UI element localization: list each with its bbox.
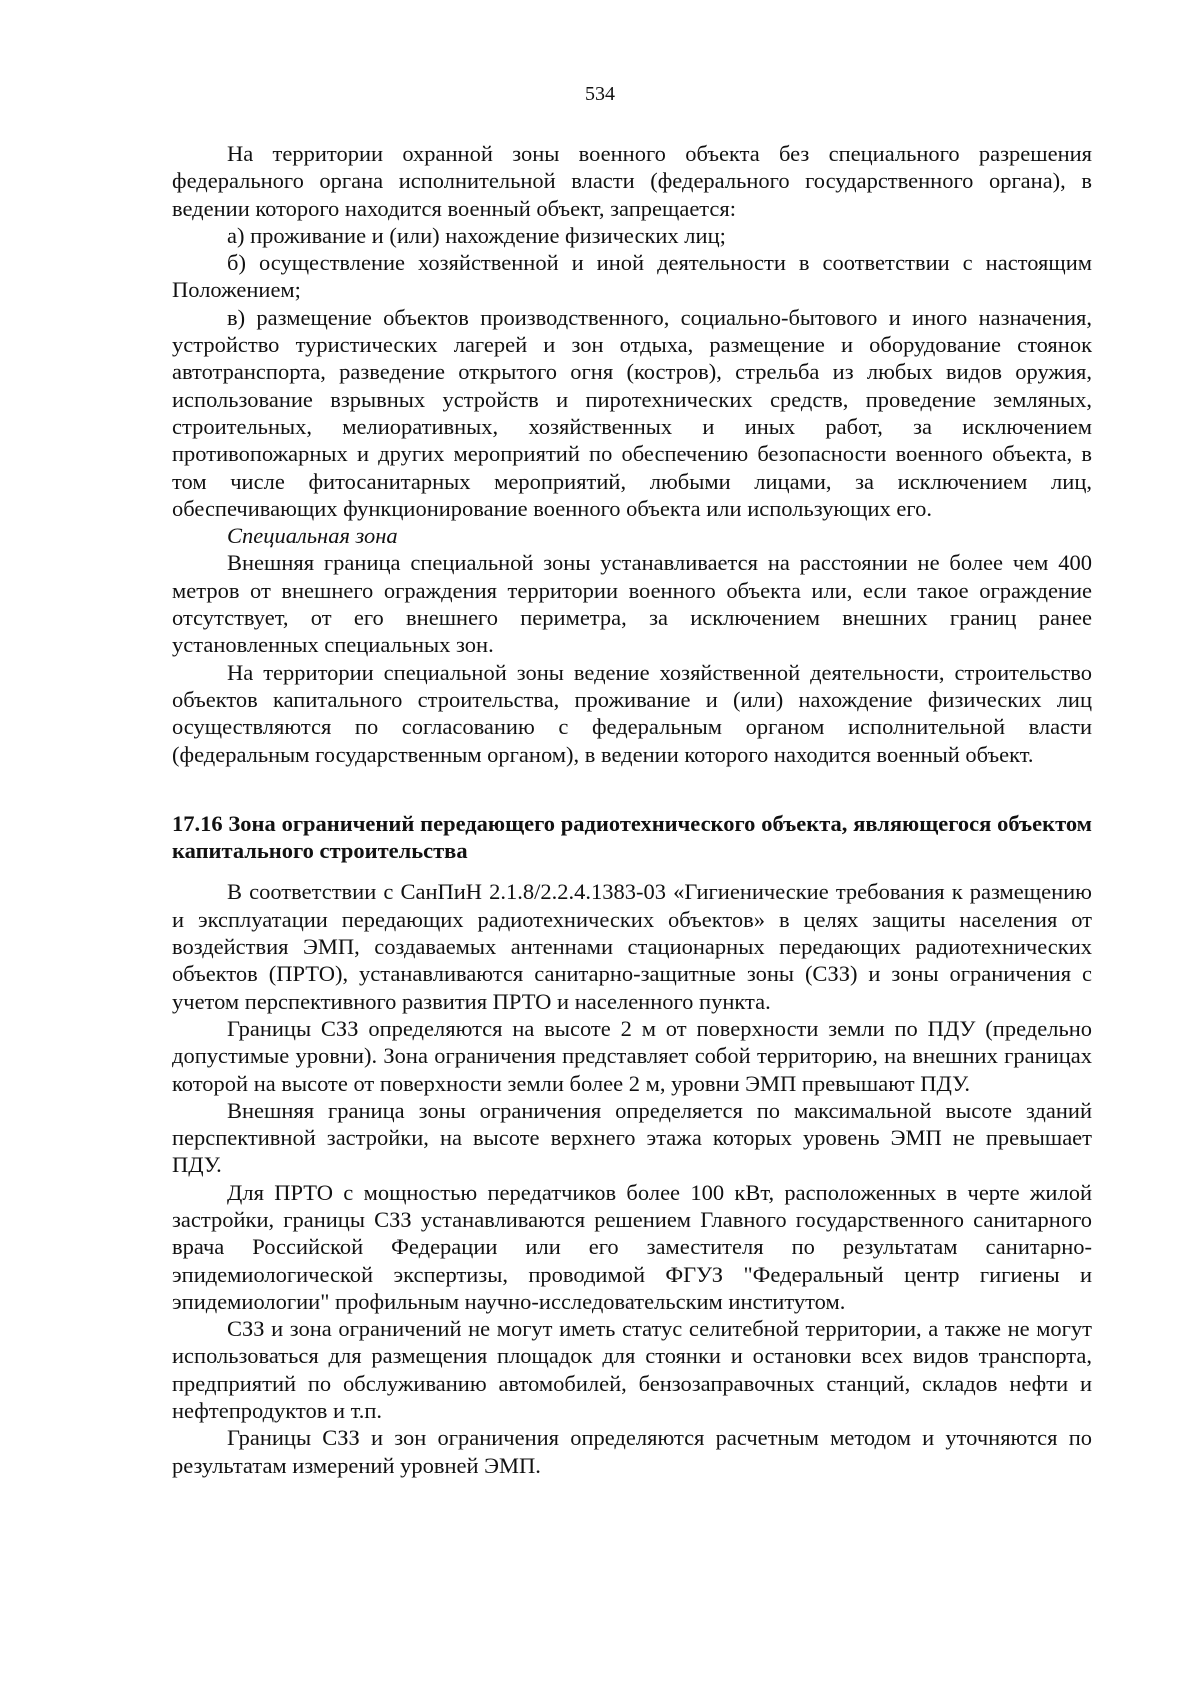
list-item-a: а) проживание и (или) нахождение физических лиц; — [227, 222, 726, 248]
page-number: 534 — [585, 83, 615, 105]
paragraph: На территории охранной зоны военного объекта без специального разрешения федерального органа исполнительной власти (федерального государственного органа), в ведении которого находится военный объект, запрещается: — [172, 141, 1092, 221]
section-heading: 17.16 Зона ограничений передающего радиотехнического объекта, являющегося объектом капитального строительства — [172, 810, 1092, 864]
paragraph: Для ПРТО с мощностью передатчиков более 100 кВт, расположенных в черте жилой застройки, границы СЗЗ устанавливаются решением Главного государственного санитарного врача Российской Федерации или его заместителя по результатам санитарно-эпидемиологической экспертизы, проводимой ФГУЗ "Федеральный центр гигиены и эпидемиологии" профильным научно-исследовательским институтом. — [172, 1179, 1092, 1314]
paragraph: Границы СЗЗ и зон ограничения определяются расчетным методом и уточняются по результатам измерений уровней ЭМП. — [172, 1425, 1092, 1478]
list-item-b: б) осуществление хозяйственной и иной деятельности в соответствии с настоящим Положением; — [172, 250, 1092, 303]
paragraph: На территории специальной зоны ведение хозяйственной деятельности, строительство объектов капитального строительства, проживание и (или) нахождение физических лиц осуществляются по согласованию с федеральным органом исполнительной власти (федеральным государственным органом), в ведении которого находится военный объект. — [172, 659, 1092, 767]
document-body — [172, 140, 1092, 1479]
paragraph: Границы СЗЗ определяются на высоте 2 м от поверхности земли по ПДУ (предельно допустимые уровни). Зона ограничения представляет собой территорию, на внешних границах которой на высоте от поверхности земли более 2 м, уровни ЭМП превышают ПДУ. — [172, 1015, 1092, 1096]
paragraph: Внешняя граница зоны ограничения определяется по максимальной высоте зданий перспективной застройки, на высоте верхнего этажа которых уровень ЭМП не превышает ПДУ. — [172, 1097, 1092, 1178]
paragraph: Внешняя граница специальной зоны устанавливается на расстоянии не более чем 400 метров от внешнего ограждения территории военного объекта или, если такое ограждение отсутствует, от его внешнего периметра, за исключением внешних границ ранее установленных специальных зон. — [172, 550, 1092, 658]
paragraph: В соответствии с СанПиН 2.1.8/2.2.4.1383-03 «Гигиенические требования к размещению и эксплуатации передающих радиотехнических объектов» в целях защиты населения от воздействия ЭМП, создаваемых антеннами стационарных передающих радиотехнических объектов (ПРТО), устанавливаются санитарно-защитные зоны (СЗЗ) и зоны ограничения с учетом перспективного развития ПРТО и населенного пункта. — [172, 879, 1092, 1014]
paragraph: СЗЗ и зона ограничений не могут иметь статус селитебной территории, а также не могут использоваться для размещения площадок для стоянки и остановки всех видов транспорта, предприятий по обслуживанию автомобилей, бензозаправочных станций, складов нефти и нефтепродуктов и т.п. — [172, 1316, 1092, 1424]
list-item-c: в) размещение объектов производственного, социально-бытового и иного назначения, устройство туристических лагерей и зон отдыха, размещение и оборудование стоянок автотранспорта, разведение открытого огня (костров), стрельба из любых видов оружия, использование взрывных устройств и пиротехнических средств, проведение земляных, строительных, мелиоративных, хозяйственных и иных работ, за исключением противопожарных и других мероприятий по обеспечению безопасности военного объекта, в том числе фитосанитарных мероприятий, любыми лицами, за исключением лиц, обеспечивающих функционирование военного объекта или использующих его. — [172, 304, 1092, 521]
subheading-special-zone: Специальная зона — [227, 523, 398, 549]
